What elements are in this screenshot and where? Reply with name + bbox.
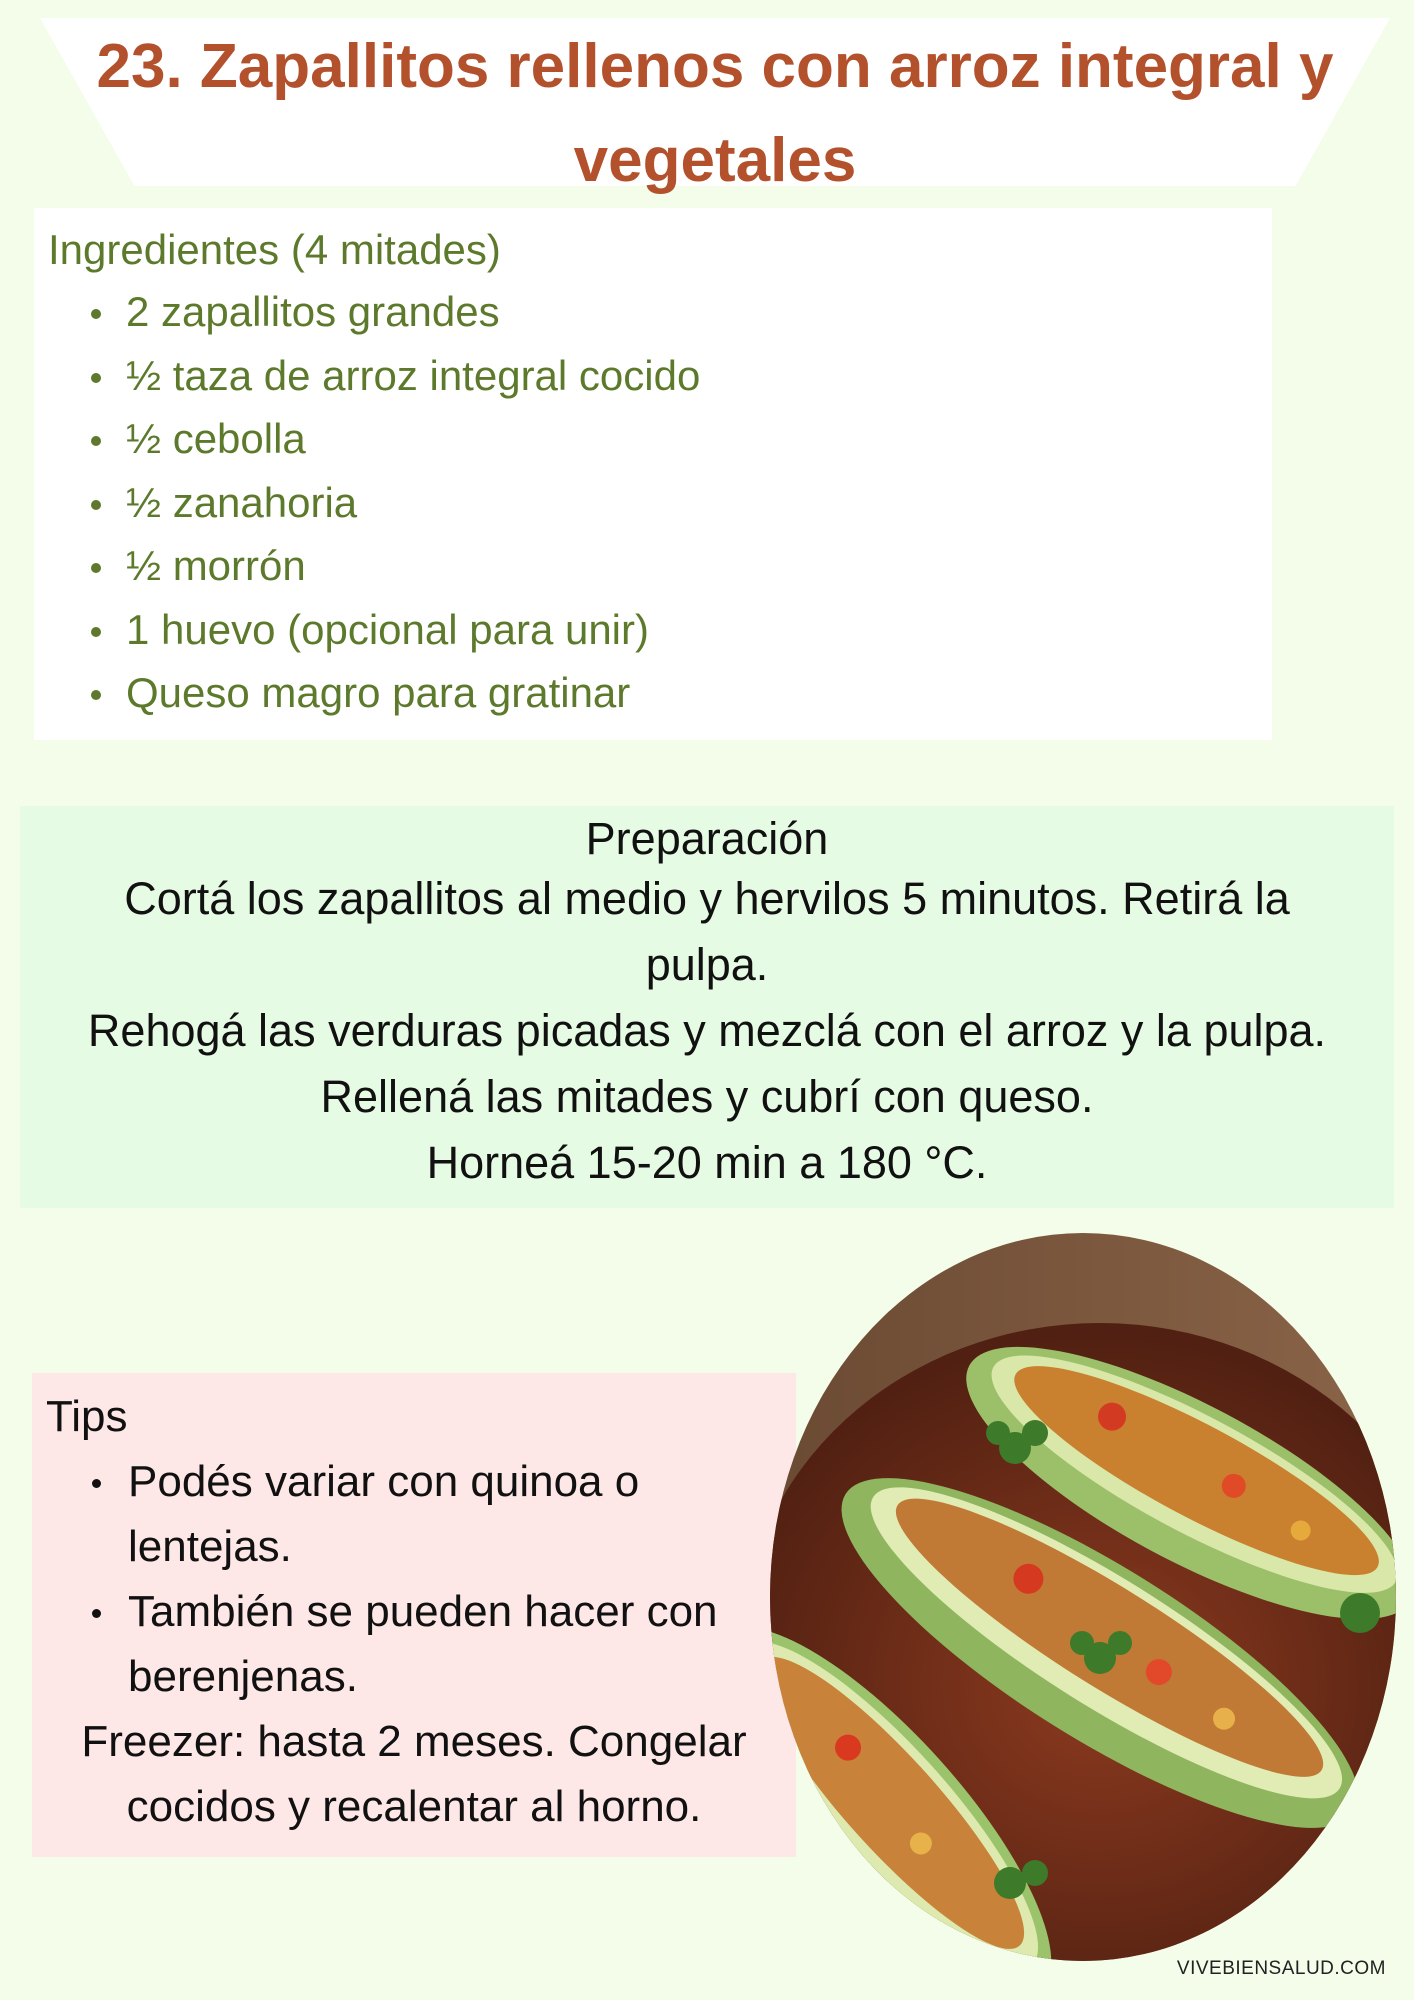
- preparation-line: pulpa.: [645, 939, 769, 990]
- freezer-note: Freezer: hasta 2 meses. Congelar cocidos y recalentar al horno.: [81, 1717, 747, 1831]
- preparation-line: Rellená las mitades y cubrí con queso.: [320, 1071, 1094, 1122]
- tip-item: Podés variar con quinoa o lentejas.: [46, 1449, 782, 1579]
- ingredients-heading: Ingredientes (4 mitades): [48, 226, 501, 273]
- preparation-line: Horneá 15-20 min a 180 °C.: [426, 1137, 988, 1188]
- tips-heading: Tips: [46, 1392, 128, 1441]
- ingredient-item: ½ taza de arroz integral cocido: [48, 344, 1258, 408]
- ingredient-item: ½ cebolla: [48, 407, 1258, 471]
- ingredient-item: 2 zapallitos grandes: [48, 280, 1258, 344]
- preparation-section: [20, 806, 1394, 1208]
- ingredients-list: [48, 280, 1258, 725]
- ingredient-item: ½ morrón: [48, 534, 1258, 598]
- ingredient-item: Queso magro para gratinar: [48, 661, 1258, 725]
- preparation-heading: Preparación: [585, 813, 829, 864]
- preparation-line: Rehogá las verduras picadas y mezclá con el arroz y la pulpa.: [87, 1005, 1327, 1056]
- page-title: 23. Zapallitos rellenos con arroz integral y vegetales: [96, 32, 1334, 195]
- tip-item: También se pueden hacer con berenjenas.: [46, 1579, 782, 1709]
- ingredients-section: [34, 208, 1272, 740]
- ingredient-item: ½ zanahoria: [48, 471, 1258, 535]
- ingredient-item: 1 huevo (opcional para unir): [48, 598, 1258, 662]
- stuffed-zucchini-photo: [770, 1233, 1396, 1961]
- preparation-line: Cortá los zapallitos al medio y hervilos 5 minutos. Retirá la: [124, 873, 1290, 924]
- website-footer: VIVEBIENSALUD.COM: [1176, 1958, 1386, 1979]
- tips-list: [46, 1449, 782, 1709]
- tips-section: [32, 1373, 796, 1857]
